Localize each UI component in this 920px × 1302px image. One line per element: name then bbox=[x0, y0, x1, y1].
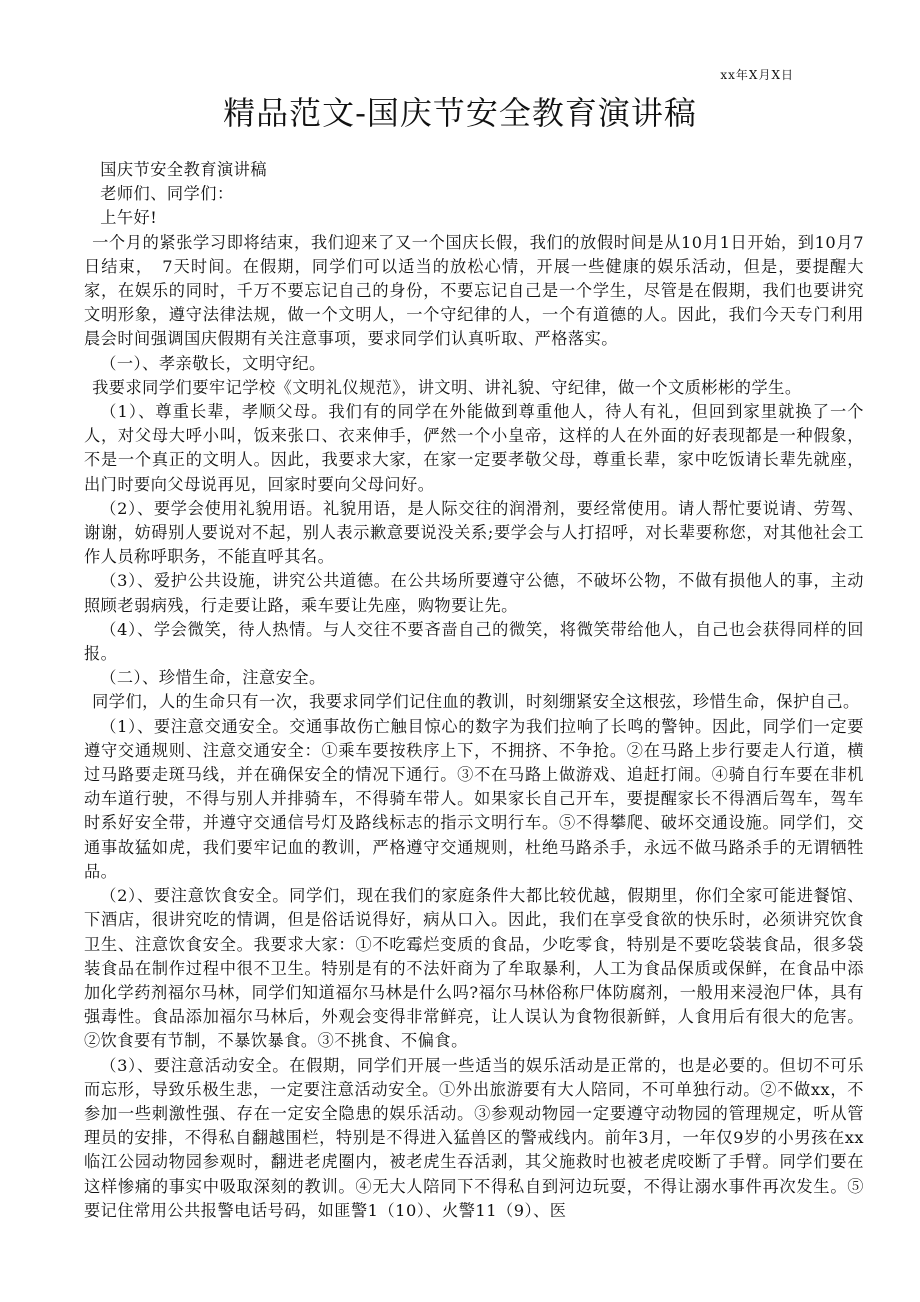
paragraph: （3）、爱护公共设施，讲究公共道德。在公共场所要遵守公德，不破坏公物，不做有损他人的事，主动照顾老弱病残，行走要让路，乘车要让先座，购物要让先。 bbox=[84, 571, 864, 615]
paragraph: （2）、要注意饮食安全。同学们，现在我们的家庭条件大都比较优越，假期里，你们全家可能进餐馆、下酒店，很讲究吃的情调，但是俗话说得好，病从口入。因此，我们在享受食欲的快乐时，必须讲究饮食卫生、注意饮食安全。我要求大家：①不吃霉烂变质的食品，少吃零食，特别是不要吃袋装食品，很多袋装食品在制作过程中很不卫生。特别是有的不法奸商为了牟取暴利，人工为食品保质或保鲜，在食品中添加化学药剂福尔马林，同学们知道福尔马林是什么吗?福尔马林俗称尸体防腐剂，一般用来浸泡尸体，具有强毒性。食品添加福尔马林后，外观会变得非常鲜亮，让人误认为食物很新鲜，人食用后有很大的危害。②饮食要有节制，不暴饮暴食。③不挑食、不偏食。 bbox=[84, 886, 864, 1051]
section-heading: （二）、珍惜生命，注意安全。 bbox=[100, 668, 326, 688]
paragraph: 老师们、同学们： bbox=[100, 184, 234, 204]
paragraph: （1）、要注意交通安全。交通事故伤亡触目惊心的数字为我们拉响了长鸣的警钟。因此，同学们一定要遵守交通规则、注意交通安全：①乘车要按秩序上下，不拥挤、不争抢。②在马路上步行要走人行道，横过马路要走斑马线，并在确保安全的情况下通行。③不在马路上做游戏、追赶打闹。④骑自行车要在非机动车道行驶，不得与别人并排骑车，不得骑车带人。如果家长自己开车，要提醒家长不得酒后驾车，驾车时系好安全带，并遵守交通信号灯及路线标志的指示文明行车。⑤不得攀爬、破坏交通设施。同学们，交通事故猛如虎，我们要牢记血的教训，严格遵守交通规则，杜绝马路杀手，永远不做马路杀手的无谓牺牲品。 bbox=[84, 716, 864, 881]
paragraph: 我要求同学们要牢记学校《文明礼仪规范》，讲文明、讲礼貌、守纪律，做一个文质彬彬的学生。 bbox=[92, 377, 802, 397]
paragraph: 同学们，人的生命只有一次，我要求同学们记住血的教训，时刻绷紧安全这根弦，珍惜生命，保护自己。 bbox=[92, 692, 860, 712]
document-date: xx年X月X日 bbox=[720, 68, 794, 82]
paragraph: （1）、尊重长辈，孝顺父母。我们有的同学在外能做到尊重他人，待人有礼，但回到家里就换了一个人，对父母大呼小叫，饭来张口、衣来伸手，俨然一个小皇帝，这样的人在外面的好表现都是一种假象，不是一个真正的文明人。因此，我要求大家，在家一定要孝敬父母，尊重长辈，家中吃饭请长辈先就座，出门时要向父母说再见，回家时要向父母问好。 bbox=[84, 402, 864, 494]
paragraph: 上午好! bbox=[100, 208, 158, 228]
paragraph: （3）、要注意活动安全。在假期，同学们开展一些适当的娱乐活动是正常的，也是必要的。但切不可乐而忘形，导致乐极生悲，一定要注意活动安全。①外出旅游要有大人陪同，不可单独行动。②不做xx，不参加一些刺激性强、存在一定安全隐患的娱乐活动。③参观动物园一定要遵守动物园的管理规定，听从管理员的安排，不得私自翻越围栏，特别是不得进入猛兽区的警戒线内。前年3月，一年仅9岁的小男孩在xx临江公园动物园参观时，翻进老虎圈内，被老虎生吞活剥，其父施救时也被老虎咬断了手臂。同学们要在这样惨痛的事实中吸取深刻的教训。④无大人陪同下不得私自到河边玩耍，不得让溺水事件再次发生。⑤要记住常用公共报警电话号码，如匪警1（10）、火警11（9）、医 bbox=[84, 1055, 864, 1220]
document-body bbox=[84, 158, 864, 1223]
paragraph: （4）、学会微笑，待人热情。与人交往不要吝啬自己的微笑，将微笑带给他人，自己也会获得同样的回报。 bbox=[84, 619, 864, 664]
document-title: 精品范文-国庆节安全教育演讲稿 bbox=[223, 94, 697, 132]
paragraph: 一个月的紧张学习即将结束，我们迎来了又一个国庆长假，我们的放假时间是从10月1日开始，到10月7日结束， 7天时间。在假期，同学们可以适当的放松心情，开展一些健康的娱乐活动，但是，要提醒大家，在娱乐的同时，千万不要忘记自己的身份，不要忘记自己是一个学生，尽管是在假期，我们也要讲究文明形象，遵守法律法规，做一个文明人，一个守纪律的人，一个有道德的人。因此，我们今天专门利用晨会时间强调国庆假期有关注意事项，要求同学们认真听取、严格落实。 bbox=[84, 232, 864, 349]
section-heading: （一）、孝亲敬长，文明守纪。 bbox=[100, 353, 326, 373]
paragraph: 国庆节安全教育演讲稿 bbox=[100, 160, 268, 179]
paragraph: （2）、要学会使用礼貌用语。礼貌用语，是人际交往的润滑剂，要经常使用。请人帮忙要说请、劳驾、谢谢，妨碍别人要说对不起，别人表示歉意要说没关系;要学会与人打招呼，对长辈要称您，对其他社会工作人员称呼职务，不能直呼其名。 bbox=[84, 498, 864, 567]
